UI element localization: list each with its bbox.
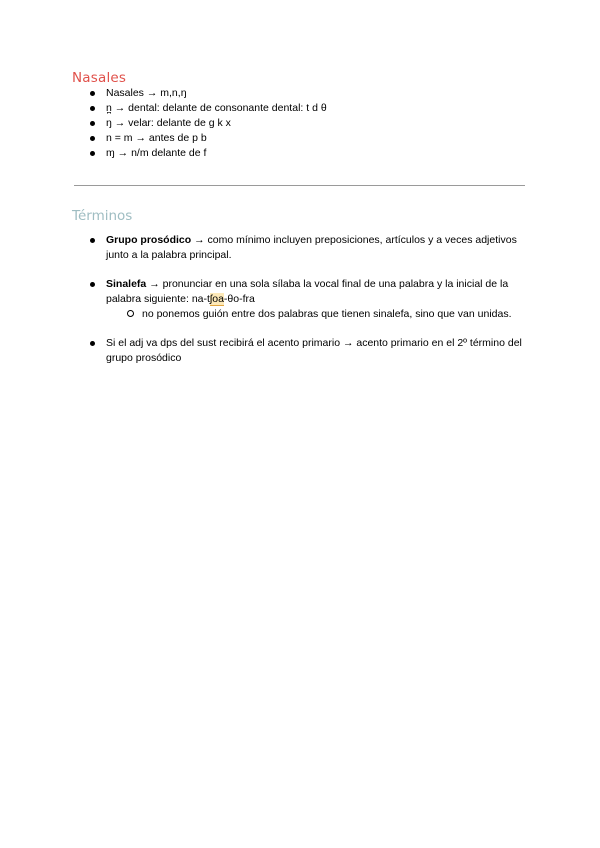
term-grupo-prosodico: Grupo prosódico: [106, 234, 192, 246]
terminos-heading: Términos: [72, 208, 133, 224]
definition-sinalefa: → pronunciar en una sola sílaba la vocal final de una palabra y la inicial de la palabra siguiente:: [106, 278, 509, 305]
sinalefa-sub-item: no ponemos guión entre dos palabras que tienen sinalefa, sino que van unidas.: [106, 307, 528, 322]
nasales-list: [88, 86, 528, 161]
nasales-item-2: n̪ → dental: delante de consonante dental: t d θ: [88, 101, 528, 116]
terminos-item-grupo-prosodico: [88, 233, 528, 263]
nasales-item-5: ɱ → n/m delante de f: [88, 146, 528, 161]
nasales-item-1: Nasales → m,n,ŋ: [88, 86, 528, 101]
sinalefa-example-end: -θo-fra: [223, 293, 255, 305]
nasales-item-3: ŋ → velar: delante de g k x: [88, 116, 528, 131]
sinalefa-example-start: na-t: [191, 293, 210, 305]
nasales-item-4: n = m → antes de p b: [88, 131, 528, 146]
terminos-item-adjetivo: Si el adj va dps del sust recibirá el acento primario → acento primario en el 2º término del grupo prosódico: [88, 336, 528, 366]
sinalefa-sub-list: [106, 307, 528, 322]
section-divider: [74, 185, 525, 186]
terminos-list: [88, 233, 528, 380]
definition-grupo-prosodico: → como mínimo incluyen preposiciones, artículos y a veces adjetivos junto a la palabra principal.: [106, 234, 517, 261]
terminos-item-sinalefa: [88, 277, 528, 322]
nasales-heading: Nasales: [72, 70, 127, 86]
sinalefa-highlight: ʃoa: [209, 293, 224, 305]
term-sinalefa: Sinalefa: [106, 278, 147, 290]
